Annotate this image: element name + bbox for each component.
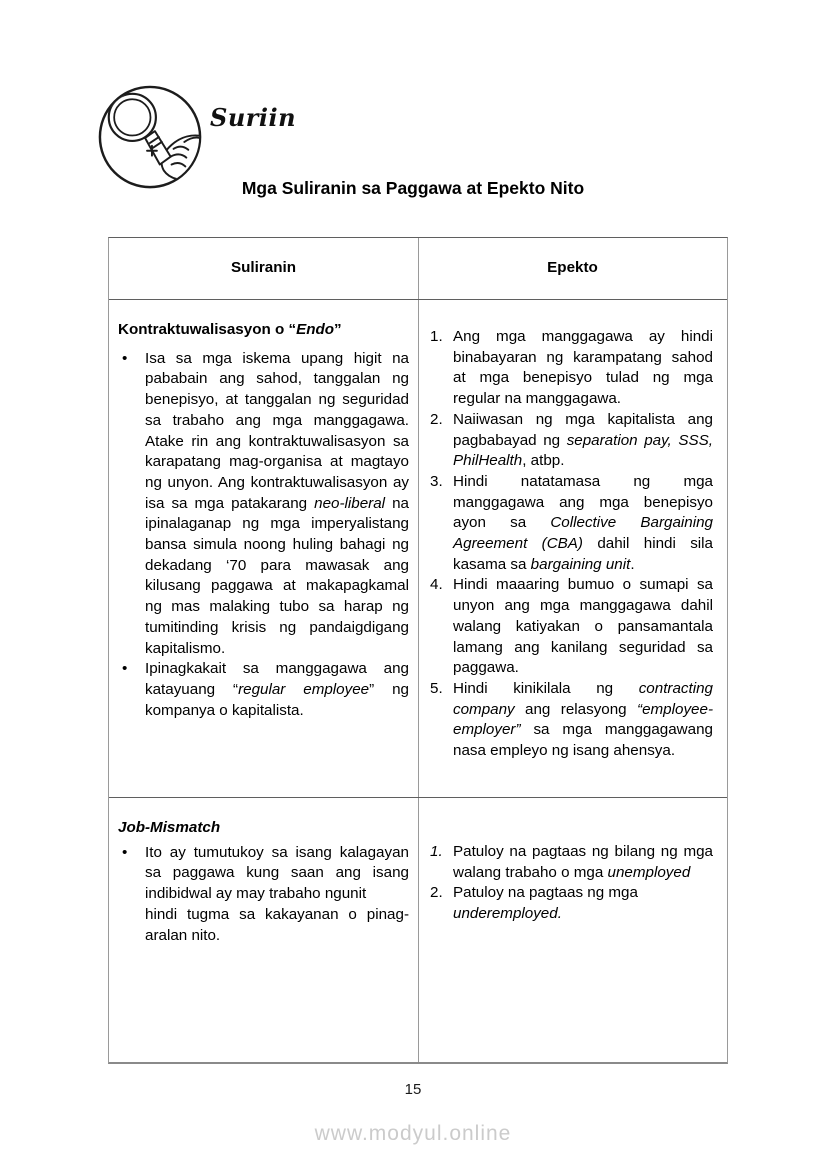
list-item-text: Hindi maaaring bumuo o sumapi sa unyon ang mga manggagawa dahil walang katiyakan o pansamantala lamang ang kanilang seguridad sa paggawa. [453,576,713,677]
cell-problem-kontraktuwalisasyon [109,300,419,797]
list-item-text: Hindi natatamasa ng mga manggagawa ang mga benepisyo ayon sa Collective Bargaining Agreement (CBA) dahil hindi sila kasama sa bargaining unit. [453,472,713,573]
header-cell-suliranin: Suliranin [109,238,419,299]
problem-title: Kontraktuwalisasyon o “Endo” [118,321,342,338]
table-row-job-mismatch [109,798,727,1062]
list-item-text: Ipinagkakait sa manggagawa ang katayuang “regular employee” ng kompanya o kapitalista. [145,660,409,719]
list-item-text: Hindi kinikilala ng contracting company ang relasyong “employee-employer” sa mga manggagawang nasa empleyo ng isang ahensya. [453,679,713,760]
list-item [429,327,713,410]
bullet-marker: • [122,843,128,861]
list-item [429,575,713,679]
list-item [429,883,713,924]
cell-effects-job-mismatch [419,798,726,1062]
list-item [429,679,713,762]
cell-problem-job-mismatch [109,798,419,1062]
list-item [118,843,409,947]
page-number: 15 [404,1081,422,1098]
table-header-row [109,238,727,300]
magnifier-hand-icon-svg [96,84,204,192]
list-item [429,472,713,576]
list-item [429,410,713,472]
cell-effects-kontraktuwalisasyon [419,300,726,797]
problems-effects-table [108,237,728,1064]
list-item [429,842,713,883]
number-marker: 1. [430,843,443,860]
list-item-text: Naiiwasan ng mga kapitalista ang pagbabayad ng separation pay, SSS, PhilHealth, atbp. [453,410,713,470]
list-item-text: Ang mga manggagawa ay hindi binabayaran ng karampatang sahod at mga benepisyo tulad ng mga regular na manggagawa. [453,328,713,408]
list-item [118,659,409,721]
effects-numbered-list [429,327,713,762]
table-row-kontraktuwalisasyon [109,300,727,798]
number-marker: 3. [430,472,443,490]
header-cell-epekto: Epekto [547,259,598,277]
list-item-text: Ito ay tumutukoy sa isang kalagayan sa paggawa kung saan ang isang indibidwal ay may trabaho ngunit hindi tugma sa kakayanan o pinag-aralan nito. [145,843,409,944]
problem-title: Job-Mismatch [118,819,221,836]
number-marker: 5. [430,679,443,697]
section-title: Suriin [210,103,297,132]
list-item-text: Isa sa mga iskema upang higit na pababain ang sahod, tanggalan ng benepisyo, at tanggalan ng seguridad sa trabaho ang mga manggagawa. Atake rin ang kontraktuwalisasyon sa karapatang mag-organisa at magtayo ng unyon. Ang kontraktuwalisasyon ay isa sa mga patakarang neo-liberal na ipinalaganap ng mga imperyalistang bansa simula noong huling bahagi ng dekadang ‘70 para mawasak ang kilusang paggawa at makapagkamal ng mas malaking tubo sa harap ng tumitinding krisis ng pandaigdigang kapitalismo. [145,349,409,657]
watermark: www.modyul.online [314,1122,512,1145]
list-item-text: Patuloy na pagtaas ng bilang ng mga walang trabaho o mga unemployed [453,843,713,881]
list-item [118,349,409,660]
effects-numbered-list [429,842,713,925]
list-item-text: Patuloy na pagtaas ng mga underemployed. [453,884,638,923]
problem-bullet-list [118,349,409,722]
bullet-marker: • [122,660,128,678]
magnifier-hand-icon [96,84,204,192]
number-marker: 4. [430,576,443,594]
number-marker: 2. [430,884,443,902]
bullet-marker: • [122,349,128,367]
number-marker: 2. [430,410,443,428]
problem-bullet-list [118,843,409,947]
number-marker: 1. [430,328,443,345]
page-heading: Mga Suliranin sa Paggawa at Epekto Nito [241,178,585,198]
